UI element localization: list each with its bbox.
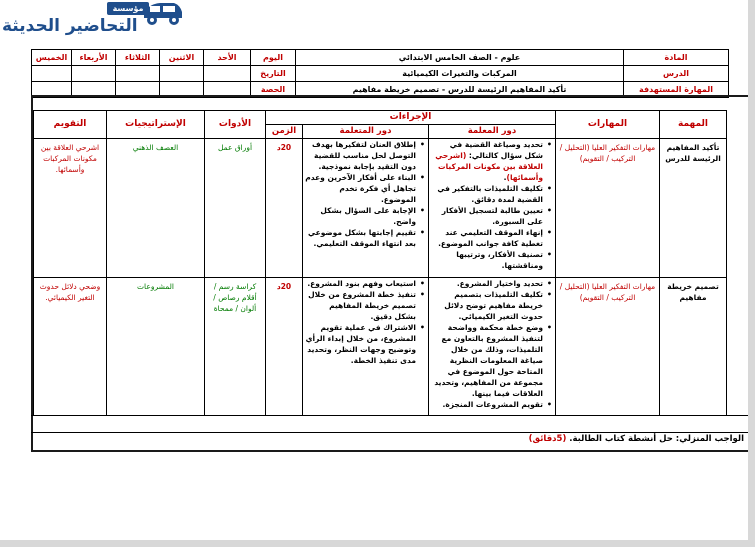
day-monday: الاثنين	[160, 50, 204, 66]
list-item: • تقويم المشروعات المنجزة.	[431, 399, 543, 410]
target-skill-label: المهارة المستهدفة	[624, 82, 729, 98]
homework-label: الواجب المنزلي: حل أنشطة كتاب الطالبة.	[569, 434, 744, 444]
date-cell[interactable]	[72, 66, 116, 82]
col-header-strategies: الإستراتيجيات	[107, 111, 205, 139]
lesson-label: الدرس	[624, 66, 729, 82]
date-cell[interactable]	[160, 66, 204, 82]
day-label: اليوم	[251, 50, 296, 66]
teacher-role-cell	[429, 139, 556, 278]
header-table	[31, 49, 729, 98]
list-item: • الاشتراك في عملية تقويم المشروع، من خلال إبداء الرأي وتوضيح وجهات النظر، وتحديد مدى تنفيذ الخطة.	[305, 322, 416, 366]
list-item: • تحديد وصياغة القضية في شكل سؤال كالتالي: (اشرحي العلاقة بين مكونات المركبات وأسمائها).	[431, 139, 543, 183]
list-item: • وضع خطة محكمة وواضحة لتنفيذ المشروع بالتعاون مع التلميذات، وذلك من خلال صياغة المعلومات النظرية المتاحة حول الموضوع في مجموعة من المفاهيم، وتحديد العلاقات فيما بينها.	[431, 322, 543, 399]
table-row	[34, 278, 727, 416]
col-header-student-role: دور المتعلمة	[303, 125, 429, 139]
day-sunday: الأحد	[204, 50, 251, 66]
logo-tag: مؤسسة	[107, 2, 149, 15]
date-label: التاريخ	[251, 66, 296, 82]
list-item: • إنهاء الموقف التعليمي عند تغطية كافة جوانب الموضوع.	[431, 227, 543, 249]
time-cell: 20د	[266, 139, 303, 278]
period-label: الحصة	[251, 82, 296, 98]
page-shadow-bottom	[0, 540, 755, 547]
subject-value: علوم - الصف الخامس الابتدائي	[296, 50, 624, 66]
day-thursday: الخميس	[32, 50, 72, 66]
day-wednesday: الأربعاء	[72, 50, 116, 66]
list-item: • البناء على أفكار الآخرين وعدم تجاهل أي فكرة تخدم الموضوع.	[305, 172, 416, 205]
col-header-evaluation: التقويم	[34, 111, 107, 139]
list-item: • الإجابة على السؤال بشكل واضح.	[305, 205, 416, 227]
col-header-procedures: الإجراءات	[266, 111, 556, 125]
strategy-cell: المشروعات	[107, 278, 205, 416]
list-item: • تصنيف الأفكار، وترتيبها ومناقشتها.	[431, 249, 543, 271]
list-item: • تعيين طالبة لتسجيل الأفكار على السبورة.	[431, 205, 543, 227]
list-item: • تقييم إجابتها بشكل موضوعي بعد انتهاء الموقف التعليمي.	[305, 227, 416, 249]
subject-label: المادة	[624, 50, 729, 66]
homework-time: (5دقائق)	[528, 434, 567, 444]
evaluation-cell: اشرحي العلاقة بين مكونات المركبات وأسمائها.	[34, 139, 107, 278]
date-cell[interactable]	[116, 66, 160, 82]
evaluation-cell: وضحي دلائل حدوث التغير الكيميائي.	[34, 278, 107, 416]
homework-bar	[31, 432, 750, 446]
task-cell: تأكيد المفاهيم الرئيسة للدرس	[660, 139, 727, 278]
list-item: • تكليف التلميذات بتصميم خريطة مفاهيم توضح دلائل حدوث التغير الكيميائي.	[431, 289, 543, 322]
col-header-tools: الأدوات	[205, 111, 266, 139]
col-header-time: الزمن	[266, 125, 303, 139]
page-shadow-right	[748, 0, 755, 547]
plan-table	[33, 110, 727, 416]
list-item: • استيعاب وفهم بنود المشروع.	[305, 278, 416, 289]
skills-cell: مهارات التفكير العليا (التحليل / التركيب / التقويم)	[556, 278, 660, 416]
tools-cell: أوراق عمل	[205, 139, 266, 278]
table-row	[34, 139, 727, 278]
skills-cell: مهارات التفكير العليا (التحليل / التركيب / التقويم)	[556, 139, 660, 278]
list-item: • تحديد واختيار المشروع.	[431, 278, 543, 289]
list-item: • تكليف التلميذات بالتفكير في القضية لمدة دقائق.	[431, 183, 543, 205]
time-cell: 20د	[266, 278, 303, 416]
col-header-teacher-role: دور المعلمة	[429, 125, 556, 139]
col-header-skills: المهارات	[556, 111, 660, 139]
homework-text	[529, 434, 744, 444]
logo-name: التحاضير الحديثة	[2, 16, 138, 36]
student-role-cell	[303, 278, 429, 416]
list-item: • إطلاق العنان لتفكيرها بهدف التوصل لحل مناسب للقضية دون التقيد بإجابة نموذجية.	[305, 139, 416, 172]
date-cell[interactable]	[32, 66, 72, 82]
day-tuesday: الثلاثاء	[116, 50, 160, 66]
date-cell[interactable]	[204, 66, 251, 82]
strategy-cell: العصف الذهني	[107, 139, 205, 278]
lesson-value: المركبات والتغيرات الكيميائية	[296, 66, 624, 82]
tools-cell: كراسة رسم / أقلام رصاص / ألوان / ممحاة	[205, 278, 266, 416]
divider	[31, 415, 750, 416]
main-plan-frame	[31, 95, 750, 452]
logo	[0, 0, 185, 46]
student-role-cell	[303, 139, 429, 278]
task-cell: تصميم خريطة مفاهيم	[660, 278, 727, 416]
target-skill-value: تأكيد المفاهيم الرئيسة للدرس - تصميم خريطة مفاهيم	[296, 82, 624, 98]
list-item: • تنفيذ خطة المشروع من خلال تصميم خريطة المفاهيم بشكل دقيق.	[305, 289, 416, 322]
teacher-role-cell	[429, 278, 556, 416]
col-header-task: المهمة	[660, 111, 727, 139]
